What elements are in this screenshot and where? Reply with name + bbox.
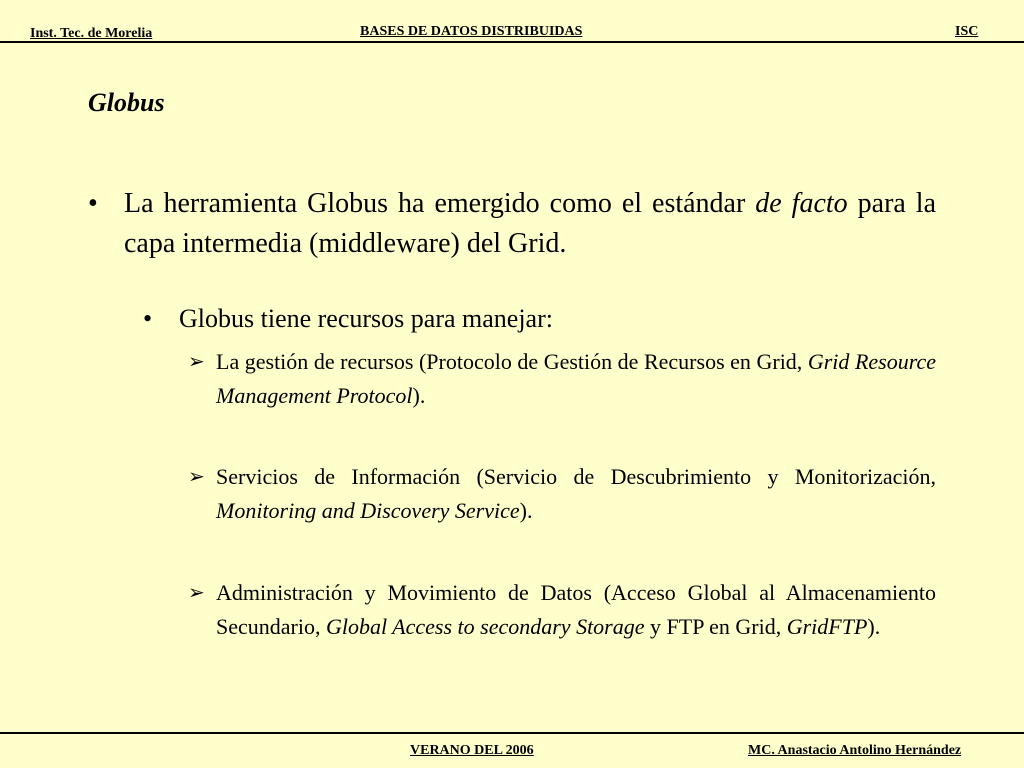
sub-item-text-b: ). [519, 498, 533, 523]
sub-item-italic-a: Grid Resource Management Protocol [216, 349, 936, 408]
footer-term: VERANO DEL 2006 [410, 743, 534, 758]
sub-item-italic-b: GridFTP [786, 614, 868, 639]
sub-item-text-b: y FTP en Grid, [644, 614, 787, 639]
bullet-globus-standard [88, 184, 936, 264]
header-course-title: BASES DE DATOS DISTRIBUIDAS [360, 24, 583, 39]
sub-item-resource-management [188, 345, 936, 413]
sub-item-text-b: ). [412, 383, 426, 408]
bullet-text-b: para la capa intermedia (middleware) del Grid. [124, 188, 937, 259]
header-program: ISC [955, 24, 979, 39]
footer-divider [0, 732, 1024, 734]
slide-title: Globus [88, 88, 165, 117]
footer-author: MC. Anastacio Antolino Hernández [748, 743, 962, 758]
arrow-bullet-icon: ➢ [188, 466, 205, 488]
sub-item-text-c: ). [867, 614, 881, 639]
sub-item-text-a: La gestión de recursos (Protocolo de Gestión de Recursos en Grid, [216, 349, 808, 374]
bullet-text: Globus tiene recursos para manejar: [179, 304, 553, 333]
bullet-globus-resources [143, 300, 936, 338]
sub-item-italic-a: Monitoring and Discovery Service [216, 498, 520, 523]
sub-item-data-management [188, 576, 936, 644]
header-institution: Inst. Tec. de Morelia [30, 26, 153, 41]
bullet-italic-de-facto: de facto [755, 188, 848, 219]
sub-item-italic-a: Global Access to secondary Storage [325, 614, 645, 639]
arrow-bullet-icon: ➢ [188, 582, 205, 604]
bullet-icon: • [143, 304, 153, 333]
bullet-icon: • [88, 188, 98, 219]
sub-item-text-a: Administración y Movimiento de Datos (Acceso Global al Almacenamiento Secundario, [216, 580, 936, 639]
header-divider [0, 41, 1024, 43]
bullet-text-a: La herramienta Globus ha emergido como el estándar [124, 188, 756, 219]
sub-item-information-services [188, 460, 936, 528]
arrow-bullet-icon: ➢ [188, 351, 205, 373]
sub-item-text-a: Servicios de Información (Servicio de Descubrimiento y Monitorización, [216, 464, 936, 489]
